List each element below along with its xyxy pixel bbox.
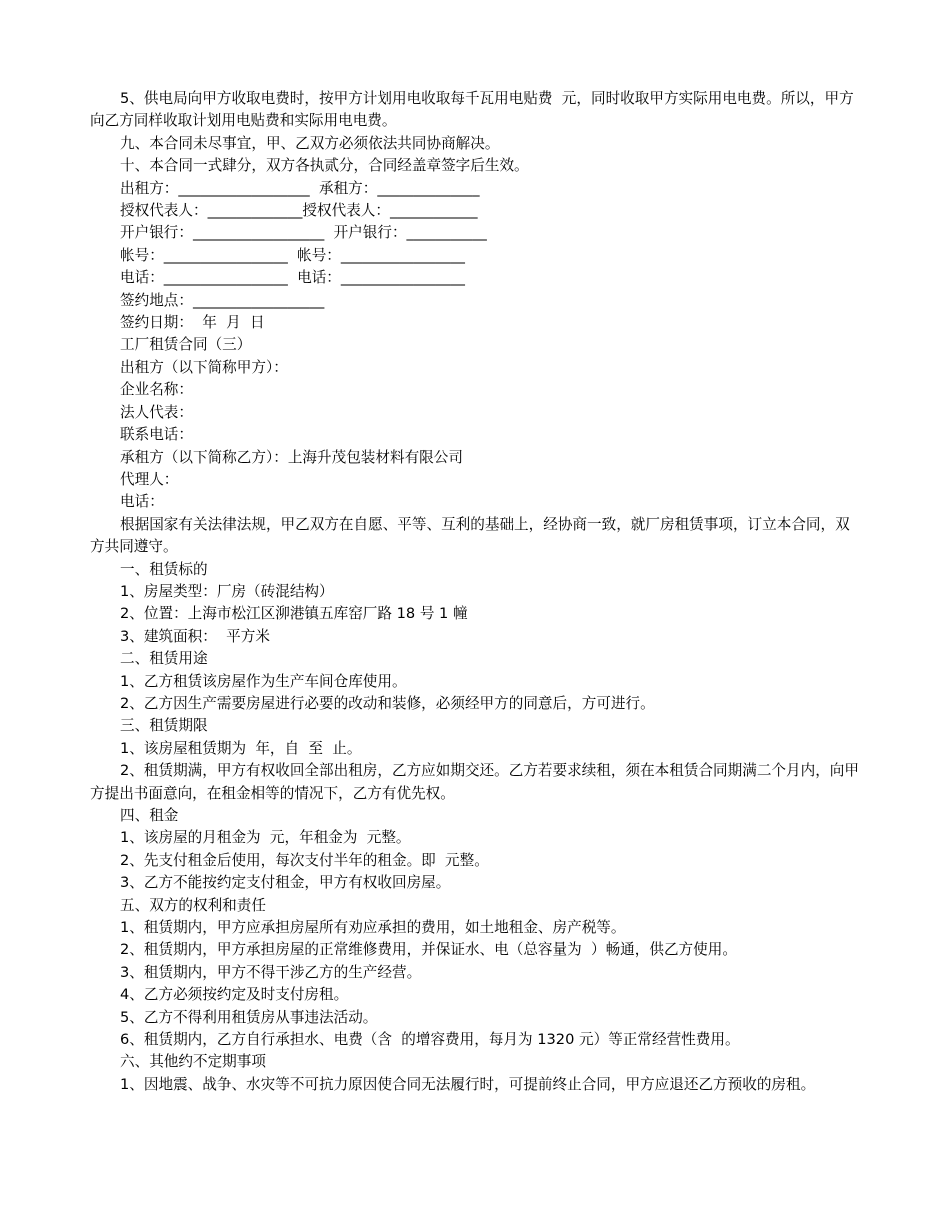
section-four-item-2: 2、先支付租金后使用，每次支付半年的租金。即 元整。 [120, 851, 489, 869]
lessor-heading: 出租方（以下简称甲方）： [120, 358, 288, 376]
section-one-item-3: 3、建筑面积： 平方米 [120, 627, 270, 645]
section-six-heading: 六、其他约不定期事项 [120, 1053, 266, 1071]
section-one-item-2: 2、位置：上海市松江区泖港镇五库窑厂路 18 号 1 幢 [120, 605, 468, 623]
agent-field: 代理人： [120, 470, 179, 488]
section-one-item-1: 1、房屋类型：厂房（砖混结构） [120, 582, 334, 600]
signing-place: 签约地点：__________________ [120, 291, 325, 309]
signature-bank: 开户银行：__________________ 开户银行：___________ [120, 224, 487, 242]
section-six-item-1: 1、因地震、战争、水灾等不可抗力原因使合同无法履行时，可提前终止合同，甲方应退还乙方预收的房租。 [120, 1075, 816, 1093]
section-four-heading: 四、租金 [120, 807, 179, 824]
company-name-field: 企业名称： [120, 381, 193, 399]
section-three-item-1: 1、该房屋租赁期为 年，自 至 止。 [120, 739, 362, 757]
contact-phone-field: 联系电话： [120, 426, 193, 444]
signature-authorized-rep: 授权代表人：_____________授权代表人：____________ [120, 202, 478, 220]
clause-ten: 十、本合同一式肆分，双方各执贰分，合同经盖章签字后生效。 [120, 157, 529, 175]
signing-date: 签约日期： 年 月 日 [120, 314, 265, 332]
section-five-item-6: 6、租赁期内，乙方自行承担水、电费（含 的增容费用，每月为 1320 元）等正常经营性费用。 [120, 1031, 740, 1049]
section-five-item-5: 5、乙方不得利用租赁房从事违法活动。 [120, 1008, 378, 1026]
section-five-item-4: 4、乙方必须按约定及时支付房租。 [120, 986, 349, 1004]
signature-phone: 电话：_________________ 电话：_________________ [120, 269, 465, 287]
section-three-item-2: 2、租赁期满，甲方有权收回全部出租房，乙方应如期交还。乙方若要求续租，须在本租赁合同期满二个月内，向甲方提出书面意向，在租金相等的情况下，乙方有优先权。 [90, 762, 859, 802]
phone-field: 电话： [120, 493, 164, 511]
legal-rep-field: 法人代表： [120, 403, 193, 421]
clause-nine: 九、本合同未尽事宜，甲、乙双方必须依法共同协商解决。 [120, 134, 500, 152]
signature-lessor-lessee: 出租方：__________________ 承租方：______________ [120, 179, 480, 197]
section-three-heading: 三、租赁期限 [120, 717, 208, 735]
section-one-heading: 一、租赁标的 [120, 560, 208, 578]
section-four-item-1: 1、该房屋的月租金为 元，年租金为 元整。 [120, 829, 411, 847]
section-four-item-3: 3、乙方不能按约定支付租金，甲方有权收回房屋。 [120, 874, 451, 892]
section-five-heading: 五、双方的权利和责任 [120, 896, 266, 914]
section-two-item-1: 1、乙方租赁该房屋作为生产车间仓库使用。 [120, 672, 407, 690]
section-five-item-1: 1、租赁期内，甲方应承担房屋所有劝应承担的费用，如土地租金、房产税等。 [120, 919, 626, 937]
signature-account: 帐号：_________________ 帐号：_________________ [120, 246, 465, 264]
section-five-item-3: 3、租赁期内，甲方不得干涉乙方的生产经营。 [120, 963, 422, 981]
preamble: 根据国家有关法律法规，甲乙双方在自愿、平等、互利的基础上，经协商一致，就厂房租赁事项，订立本合同，双方共同遵守。 [90, 515, 850, 556]
lessee-heading: 承租方（以下简称乙方）：上海升茂包装材料有限公司 [120, 448, 463, 466]
section-two-item-2: 2、乙方因生产需要房屋进行必要的改动和装修，必须经甲方的同意后，方可进行。 [120, 694, 655, 712]
contract-title: 工厂租赁合同（三） [120, 336, 252, 354]
section-two-heading: 二、租赁用途 [120, 650, 208, 668]
section-five-item-2: 2、租赁期内，甲方承担房屋的正常维修费用，并保证水、电（总容量为 ）畅通，供乙方使用。 [120, 941, 737, 959]
clause-electricity-fee: 5、供电局向甲方收取电费时，按甲方计划用电收取每千瓦用电贴费 元，同时收取甲方实际用电电费。所以，甲方向乙方同样收取计划用电贴费和实际用电电费。 [90, 90, 854, 130]
